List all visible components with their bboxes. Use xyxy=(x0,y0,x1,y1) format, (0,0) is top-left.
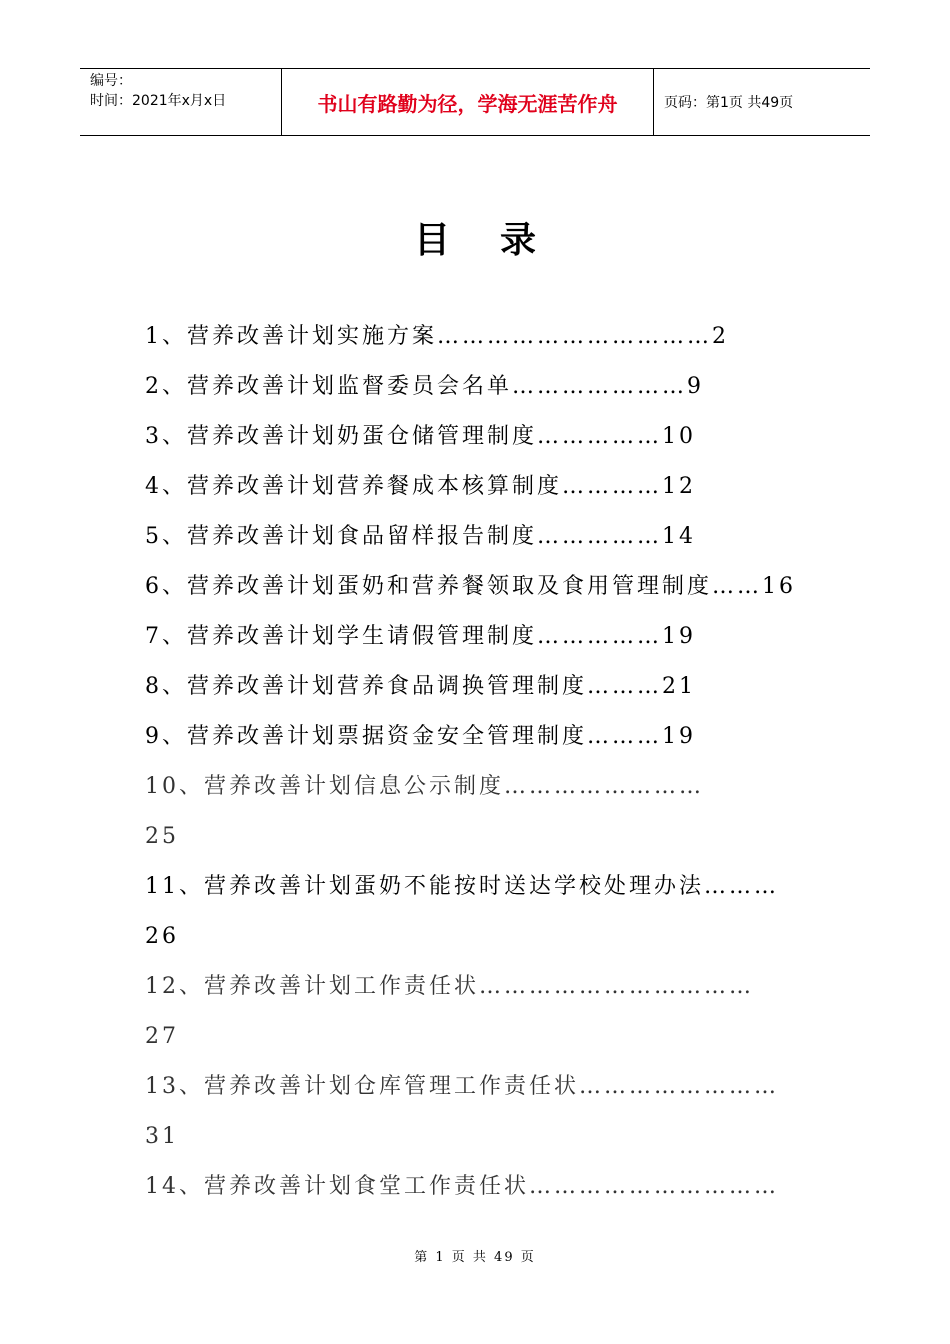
header-motto: 书山有路勤为径，学海无涯苦作舟 xyxy=(282,69,654,135)
toc-entry-11[interactable]: 11、营养改善计划蛋奶不能按时送达学校处理办法……… xyxy=(145,874,779,899)
toc-entry-1[interactable]: 1、营养改善计划实施方案……………………………2 xyxy=(145,324,729,349)
header-code-label: 编号： xyxy=(90,73,132,89)
toc-entry-11-page: 26 xyxy=(145,924,179,949)
toc-entry-10-page: 25 xyxy=(145,824,179,849)
table-of-contents xyxy=(145,312,825,1212)
header-page-info: 页码：第1页 共49页 xyxy=(664,95,794,111)
page-title: 目录 xyxy=(413,220,586,261)
toc-entry-8[interactable]: 8、营养改善计划营养食品调换管理制度………21 xyxy=(145,674,696,699)
toc-entry-6[interactable]: 6、营养改善计划蛋奶和营养餐领取及食用管理制度……16 xyxy=(145,574,796,599)
toc-entry-10[interactable]: 10、营养改善计划信息公示制度…………………… xyxy=(145,774,704,799)
toc-entry-2[interactable]: 2、营养改善计划监督委员会名单…………………9 xyxy=(145,374,704,399)
toc-entry-3[interactable]: 3、营养改善计划奶蛋仓储管理制度……………10 xyxy=(145,424,696,449)
document-header xyxy=(80,68,870,136)
toc-entry-4[interactable]: 4、营养改善计划营养餐成本核算制度…………12 xyxy=(145,474,696,499)
toc-entry-12[interactable]: 12、营养改善计划工作责任状…………………………… xyxy=(145,974,754,999)
header-meta xyxy=(80,69,282,135)
toc-entry-14[interactable]: 14、营养改善计划食堂工作责任状………………………… xyxy=(145,1174,779,1199)
toc-entry-9[interactable]: 9、营养改善计划票据资金安全管理制度………19 xyxy=(145,724,696,749)
page-footer: 第 1 页 共 49 页 xyxy=(414,1250,536,1265)
toc-entry-13-page: 31 xyxy=(145,1124,179,1149)
header-time-label: 时间：2021年x月x日 xyxy=(90,93,227,109)
toc-entry-13[interactable]: 13、营养改善计划仓库管理工作责任状…………………… xyxy=(145,1074,779,1099)
toc-entry-7[interactable]: 7、营养改善计划学生请假管理制度……………19 xyxy=(145,624,696,649)
toc-entry-5[interactable]: 5、营养改善计划食品留样报告制度……………14 xyxy=(145,524,696,549)
toc-entry-12-page: 27 xyxy=(145,1024,179,1049)
